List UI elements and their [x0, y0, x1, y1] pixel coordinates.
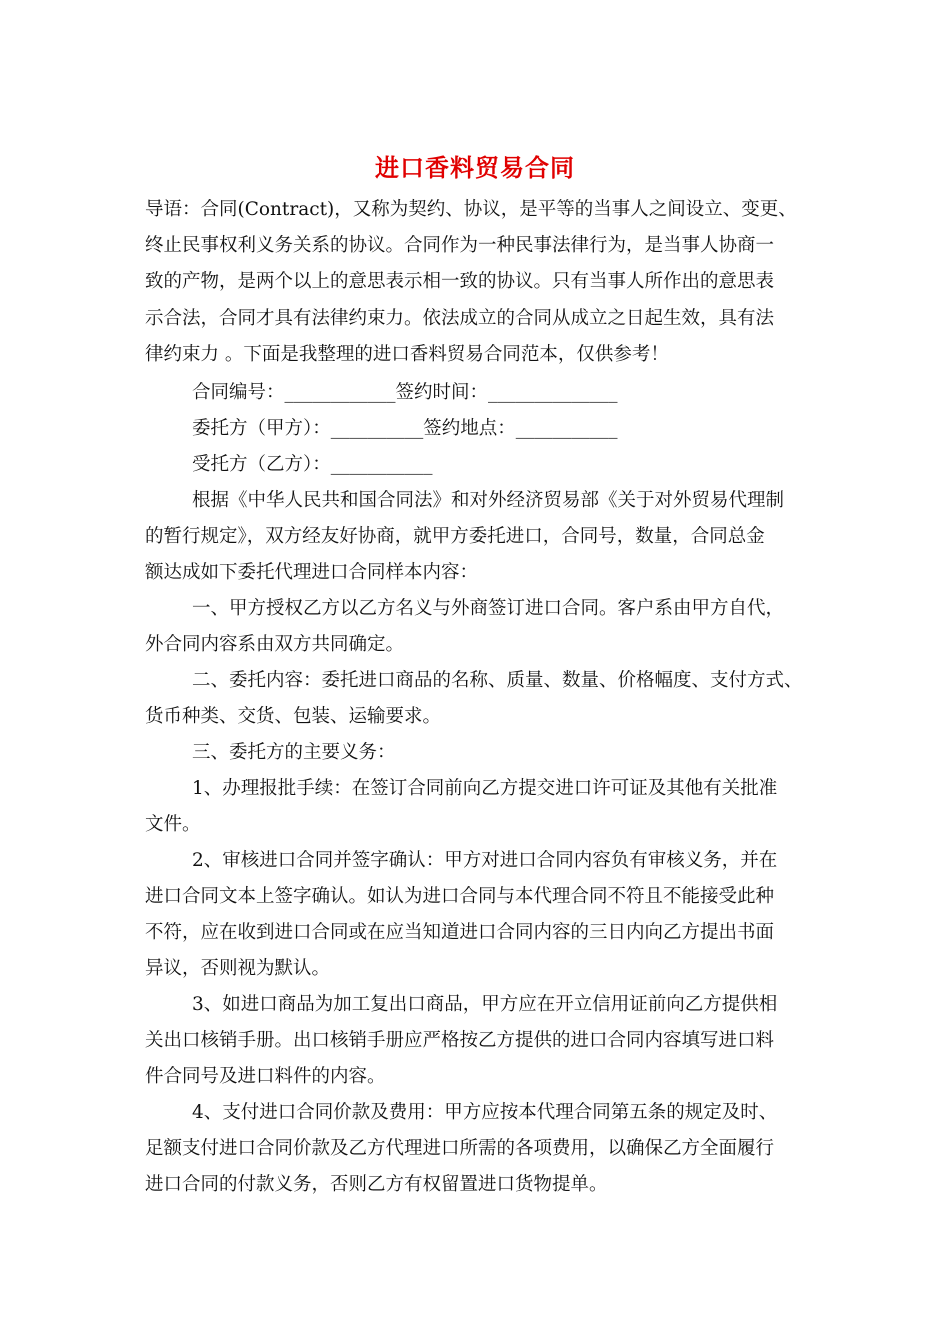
- clause-line: 一、甲方授权乙方以乙方名义与外商签订进口合同。客户系由甲方自代，: [192, 598, 785, 619]
- clause-line: 不符，应在收到进口合同或在应当知道进口合同内容的三日内向乙方提出书面: [145, 922, 775, 943]
- clause-line: 1、办理报批手续：在签订合同前向乙方提交进口许可证及其他有关批准: [192, 778, 778, 799]
- clause-line: 3、如进口商品为加工复出口商品，甲方应在开立信用证前向乙方提供相: [192, 994, 778, 1015]
- section-heading: 三、委托方的主要义务：: [192, 742, 396, 763]
- intro-line: 律约束力 。下面是我整理的进口香料贸易合同范本，仅供参考！: [145, 344, 669, 365]
- body-line: 额达成如下委托代理进口合同样本内容：: [145, 562, 479, 583]
- clause-line: 进口合同文本上签字确认。如认为进口合同与本代理合同不符且不能接受此种: [145, 886, 775, 907]
- clause-line: 关出口核销手册。出口核销手册应严格按乙方提供的进口合同内容填写进口料: [145, 1030, 775, 1051]
- clause-line: 件合同号及进口料件的内容。: [145, 1066, 386, 1087]
- clause-line: 异议，否则视为默认。: [145, 958, 331, 979]
- agent-party-field: 受托方（乙方）：___________: [192, 454, 433, 475]
- document-title: 进口香料贸易合同: [375, 153, 575, 182]
- client-party-field: 委托方（甲方）：__________签约地点：___________: [192, 418, 618, 439]
- clause-line: 外合同内容系由双方共同确定。: [145, 634, 405, 655]
- clause-line: 进口合同的付款义务，否则乙方有权留置进口货物提单。: [145, 1174, 608, 1195]
- clause-line: 文件。: [145, 814, 201, 835]
- clause-line: 4、支付进口合同价款及费用：甲方应按本代理合同第五条的规定及时、: [192, 1102, 778, 1123]
- contract-number-field: 合同编号：____________签约时间：______________: [192, 382, 618, 403]
- body-line: 根据《中华人民共和国合同法》和对外经济贸易部《关于对外贸易代理制: [192, 490, 785, 511]
- body-line: 的暂行规定》，双方经友好协商，就甲方委托进口，合同号，数量，合同总金: [145, 526, 765, 547]
- intro-line: 导语：合同(Contract)，又称为契约、协议，是平等的当事人之间设立、变更、: [145, 199, 797, 220]
- intro-line: 终止民事权利义务关系的协议。合同作为一种民事法律行为，是当事人协商一: [145, 235, 775, 256]
- clause-line: 货币种类、交货、包装、运输要求。: [145, 706, 442, 727]
- clause-line: 二、委托内容：委托进口商品的名称、质量、数量、价格幅度、支付方式、: [192, 670, 803, 691]
- intro-line: 示合法，合同才具有法律约束力。依法成立的合同从成立之日起生效，具有法: [145, 308, 775, 329]
- clause-line: 足额支付进口合同价款及乙方代理进口所需的各项费用，以确保乙方全面履行: [145, 1138, 775, 1159]
- clause-line: 2、审核进口合同并签字确认：甲方对进口合同内容负有审核义务，并在: [192, 850, 778, 871]
- intro-line: 致的产物，是两个以上的意思表示相一致的协议。只有当事人所作出的意思表: [145, 271, 775, 292]
